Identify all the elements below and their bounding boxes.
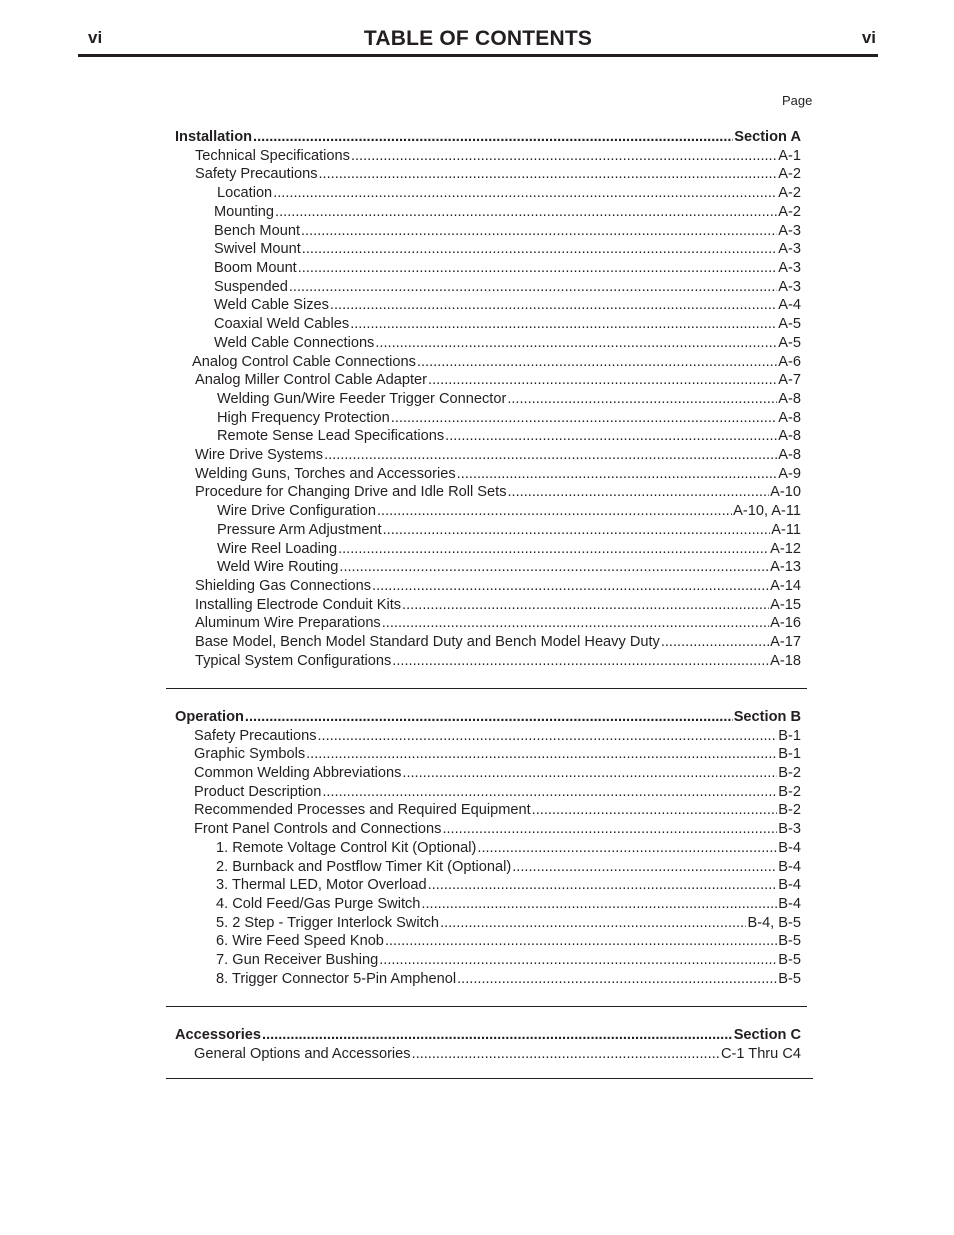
toc-entry[interactable]: Swivel Mount ..... A-3 <box>214 240 801 259</box>
toc-entry[interactable]: Coaxial Weld Cables ..... A-5 <box>214 315 801 334</box>
toc-entry[interactable]: Analog Miller Control Cable Adapter ..... A-7 <box>195 371 801 390</box>
toc-entry[interactable]: Mounting ..... A-2 <box>214 203 801 222</box>
toc-entry[interactable]: Shielding Gas Connections ..... A-14 <box>195 577 801 596</box>
toc-entry[interactable]: Pressure Arm Adjustment ..... A-11 <box>217 521 801 540</box>
toc-entry[interactable]: Common Welding Abbreviations ..... B-2 <box>194 764 801 783</box>
toc-entry[interactable]: Bench Mount ..... A-3 <box>214 222 801 241</box>
toc-entry[interactable]: Procedure for Changing Drive and Idle Roll Sets ..... A-10 <box>195 483 801 502</box>
toc-section-operation[interactable] <box>175 708 801 727</box>
toc-entry[interactable]: High Frequency Protection ..... A-8 <box>217 409 801 428</box>
toc-entry[interactable]: Aluminum Wire Preparations ..... A-16 <box>195 614 801 633</box>
toc-entry[interactable]: Safety Precautions ..... B-1 <box>194 727 801 746</box>
toc-entry[interactable]: 4. Cold Feed/Gas Purge Switch ..... B-4 <box>216 895 801 914</box>
toc-section-title: Accessories <box>175 1027 262 1043</box>
section-divider <box>166 1006 807 1007</box>
toc-section-page: Section B <box>733 709 801 725</box>
toc-entry[interactable]: Base Model, Bench Model Standard Duty and Bench Model Heavy Duty ..... A-17 <box>195 633 801 652</box>
toc-entry[interactable]: Weld Cable Sizes ..... A-4 <box>214 296 801 315</box>
toc-section-accessories[interactable] <box>175 1026 801 1045</box>
toc-entry[interactable]: Welding Guns, Torches and Accessories ..... A-9 <box>195 465 801 484</box>
toc-section-page: Section A <box>734 129 801 145</box>
toc-section-title: Operation <box>175 709 244 725</box>
toc-entry[interactable]: Boom Mount ..... A-3 <box>214 259 801 278</box>
toc-entry[interactable]: Typical System Configurations ..... A-18 <box>195 652 801 671</box>
toc-entry[interactable]: Suspended ..... A-3 <box>214 278 801 297</box>
page-number-right: vi <box>861 28 876 47</box>
toc-entry[interactable]: Front Panel Controls and Connections ..... B-3 <box>194 820 801 839</box>
toc-entry[interactable]: 8. Trigger Connector 5-Pin Amphenol ..... B-5 <box>216 970 801 989</box>
toc-section-title: Installation <box>175 129 253 145</box>
page-column-label: Page <box>782 93 813 108</box>
toc-entry[interactable]: 5. 2 Step - Trigger Interlock Switch ..... B-4, B-5 <box>216 914 801 933</box>
toc-entry[interactable]: Wire Drive Systems ..... A-8 <box>195 446 801 465</box>
section-divider <box>166 1078 813 1079</box>
toc-section-page: Section C <box>733 1027 801 1043</box>
toc-entry[interactable]: Welding Gun/Wire Feeder Trigger Connector ..... A-8 <box>217 390 801 409</box>
toc-entry[interactable]: Graphic Symbols ..... B-1 <box>194 745 801 764</box>
toc-entry[interactable]: Analog Control Cable Connections ..... A-6 <box>192 353 801 372</box>
toc-entry[interactable]: Product Description ..... B-2 <box>194 783 801 802</box>
toc-entry[interactable]: 1. Remote Voltage Control Kit (Optional) ..... B-4 <box>216 839 801 858</box>
page-title: TABLE OF CONTENTS <box>363 27 593 50</box>
toc-entry[interactable]: Wire Drive Configuration ..... A-10, A-11 <box>217 502 801 521</box>
toc-entry[interactable]: Weld Cable Connections ..... A-5 <box>214 334 801 353</box>
toc-entry[interactable]: Safety Precautions ..... A-2 <box>195 165 801 184</box>
toc-entry[interactable]: Installing Electrode Conduit Kits ..... A-15 <box>195 596 801 615</box>
toc-entry[interactable]: Weld Wire Routing ..... A-13 <box>217 558 801 577</box>
toc-entry[interactable]: Wire Reel Loading ..... A-12 <box>217 540 801 559</box>
toc-entry[interactable]: 6. Wire Feed Speed Knob ..... B-5 <box>216 932 801 951</box>
toc-entry[interactable]: Technical Specifications ..... A-1 <box>195 147 801 166</box>
toc-entry[interactable]: General Options and Accessories ..... C-1 Thru C4 <box>194 1045 801 1064</box>
toc-entry[interactable]: Remote Sense Lead Specifications ..... A-8 <box>217 427 801 446</box>
toc-entry[interactable]: 2. Burnback and Postflow Timer Kit (Optional) ..... B-4 <box>216 858 801 877</box>
toc-entry[interactable]: Recommended Processes and Required Equipment ..... B-2 <box>194 801 801 820</box>
section-divider <box>166 688 807 689</box>
toc-entry[interactable]: 3. Thermal LED, Motor Overload ..... B-4 <box>216 876 801 895</box>
toc-entry[interactable]: 7. Gun Receiver Bushing ..... B-5 <box>216 951 801 970</box>
page-header <box>78 26 878 57</box>
page-number-left: vi <box>88 28 103 47</box>
toc-section-installation[interactable] <box>175 128 801 147</box>
toc-entry[interactable]: Location ..... A-2 <box>217 184 801 203</box>
